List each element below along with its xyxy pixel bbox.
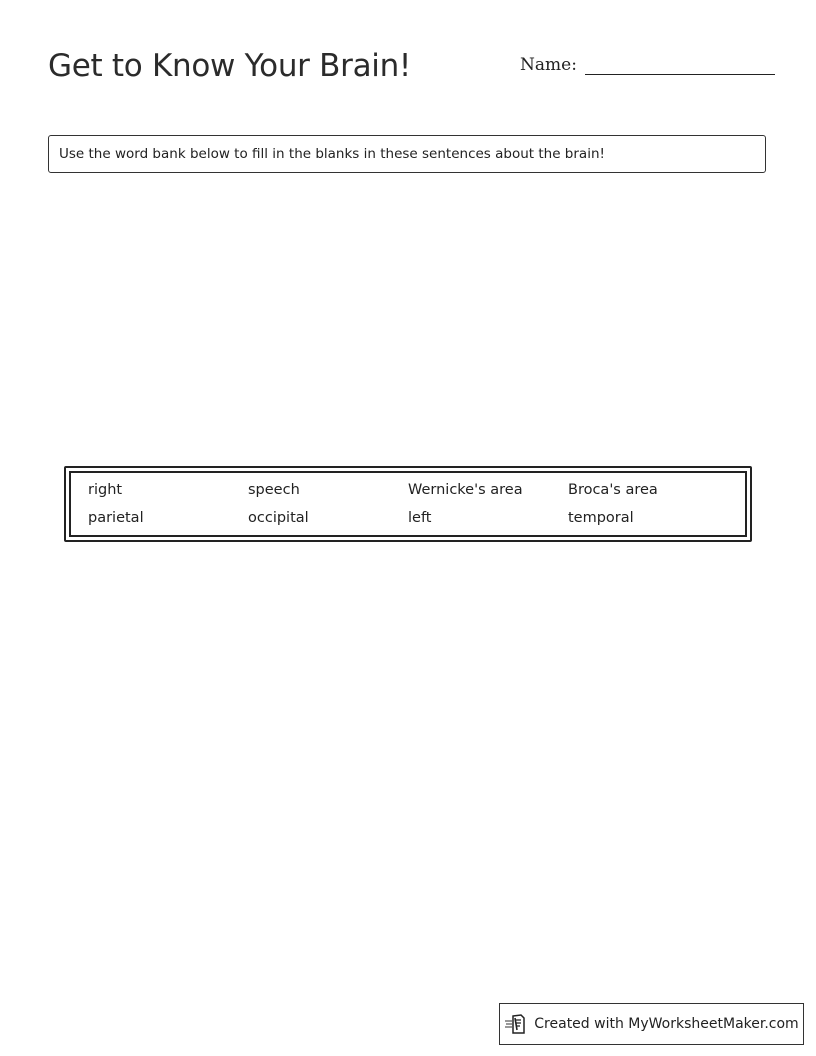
word-bank-item: speech [248,482,300,498]
page-title: Get to Know Your Brain! [48,48,412,84]
instructions-box: Use the word bank below to fill in the blanks in these sentences about the brain! [48,135,766,173]
footer-credit [499,1003,804,1045]
word-bank-item: parietal [88,510,144,526]
name-blank-line [585,52,775,75]
name-field [520,52,775,75]
footer-credit-text: Created with MyWorksheetMaker.com [534,1016,799,1032]
word-bank-item: temporal [568,510,634,526]
word-bank-item: occipital [248,510,309,526]
word-bank-item: Wernicke's area [408,482,523,498]
word-bank-item: Broca's area [568,482,658,498]
word-bank-item: right [88,482,123,498]
worksheet-maker-logo-icon [504,1013,526,1035]
word-bank [64,466,752,542]
word-bank-item: left [408,510,432,526]
name-label: Name: [520,55,577,75]
word-bank-grid [88,476,728,532]
